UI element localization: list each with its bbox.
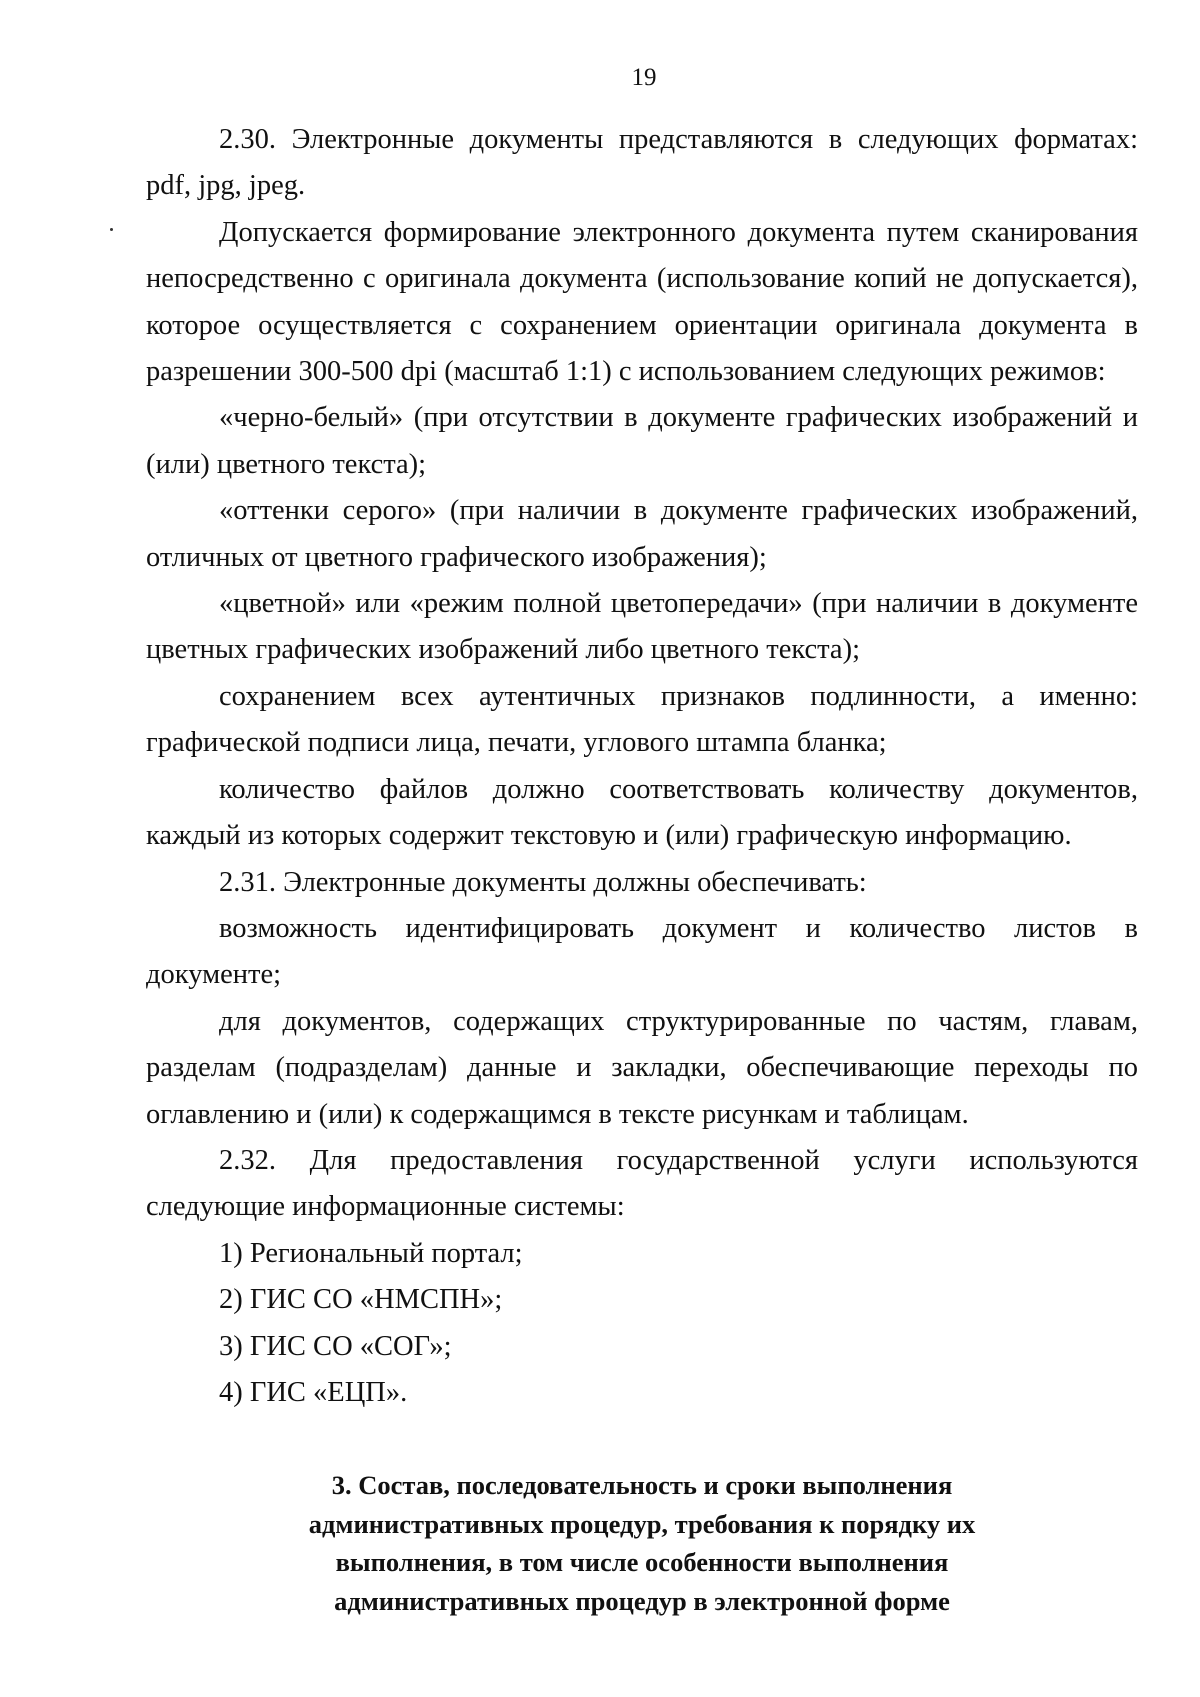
list-item-system-4: 4) ГИС «ЕЦП». — [219, 1376, 408, 1408]
section-heading — [146, 1466, 1138, 1620]
paragraph-scanning: Допускается формирование электронного документа путем сканирования непосредственно с оригинала документа (использование копий не допускается), которое осуществляется с сохранением ориентации оригинала документа в разрешении 300-500 dpi (масштаб 1:1) с использованием следующих режимов: — [146, 216, 1138, 388]
scan-speck — [110, 228, 113, 231]
paragraph-file-count: количество файлов должно соответствовать количеству документов, каждый из которых содержит текстовую и (или) графическую информацию. — [146, 773, 1138, 852]
list-item-system-3: 3) ГИС СО «СОГ»; — [219, 1330, 452, 1362]
list-item-system-1: 1) Региональный портал; — [219, 1237, 523, 1269]
paragraph-2-32: 2.32. Для предоставления государственной услуги используются следующие информационные системы: — [146, 1144, 1138, 1223]
paragraph-identify: возможность идентифицировать документ и количество листов в документе; — [146, 912, 1138, 991]
section-heading-line: административных процедур в электронной форме — [334, 1585, 950, 1616]
paragraph-authenticity: сохранением всех аутентичных признаков подлинности, а именно: графической подписи лица, печати, углового штампа бланка; — [146, 680, 1138, 759]
list-item-system-2: 2) ГИС СО «НМСПН»; — [219, 1284, 503, 1316]
document-body — [146, 117, 1138, 1416]
page-number: 19 — [631, 64, 657, 91]
paragraph-mode-grayscale: «оттенки серого» (при наличии в документе графических изображений, отличных от цветного графического изображения); — [146, 495, 1138, 573]
paragraph-mode-color: «цветной» или «режим полной цветопередачи» (при наличии в документе цветных графических изображений либо цветного текста); — [146, 588, 1138, 666]
paragraph-2-31: 2.31. Электронные документы должны обеспечивать: — [219, 866, 867, 898]
section-heading-line: выполнения, в том числе особенности выполнения — [335, 1547, 949, 1577]
paragraph-structured: для документов, содержащих структурированные по частям, главам, разделам (подразделам) данные и закладки, обеспечивающие переходы по оглавлению и (или) к содержащимся в тексте рисункам и таблицам. — [146, 1005, 1138, 1130]
paragraph-mode-bw: «черно-белый» (при отсутствии в документе графических изображений и (или) цветного текста); — [146, 402, 1138, 480]
section-heading-line: 3. Состав, последовательность и сроки выполнения — [331, 1470, 953, 1500]
paragraph-2-30: 2.30. Электронные документы представляются в следующих форматах: pdf, jpg, jpeg. — [146, 124, 1138, 202]
section-heading-line: административных процедур, требования к порядку их — [308, 1508, 976, 1539]
